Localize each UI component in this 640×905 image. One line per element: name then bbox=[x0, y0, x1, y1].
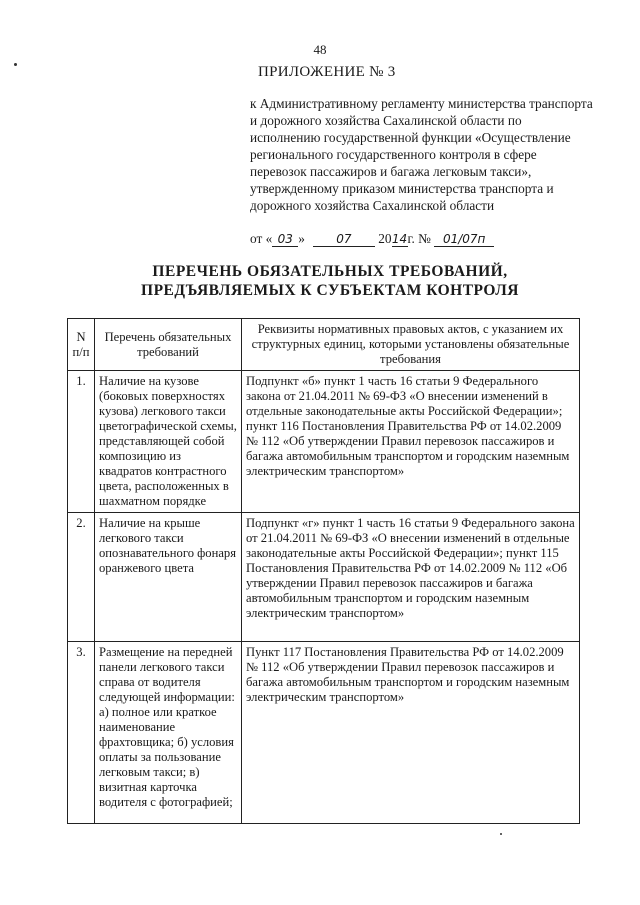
list-title bbox=[0, 262, 640, 300]
page-number: 48 bbox=[313, 42, 327, 57]
row-number: 3. bbox=[68, 642, 95, 824]
order-quote-close: » bbox=[298, 231, 305, 246]
order-day: 03 bbox=[272, 232, 298, 247]
list-title-line1: ПЕРЕЧЕНЬ ОБЯЗАТЕЛЬНЫХ ТРЕБОВАНИЙ, bbox=[152, 263, 508, 280]
header-legal-acts: Реквизиты нормативных правовых актов, с указанием их структурных единиц, которыми установлены обязательные требования bbox=[242, 319, 580, 371]
legal-acts-cell: Пункт 117 Постановления Правительства РФ от 14.02.2009 № 112 «Об утверждении Правил перевозок пассажиров и багажа автомобильным транспортом и городским наземным электрическим транспортом» bbox=[242, 642, 580, 824]
table-header-row bbox=[68, 319, 580, 371]
header-requirements: Перечень обязательных требований bbox=[95, 319, 242, 371]
order-prefix: от « bbox=[250, 231, 273, 246]
order-month: 07 bbox=[313, 232, 375, 247]
legal-acts-cell: Подпункт «г» пункт 1 часть 16 статьи 9 Федерального закона от 21.04.2011 № 69-ФЗ «О внесении изменений в отдельные законодательные акты Российской Федерации»; пункт 115 Постановления Правительства РФ от 14.02.2009 № 112 «Об утверждении Правил перевозок пассажиров и багажа автомобильным транспортом и городским наземным электрическим транспортом» bbox=[242, 513, 580, 642]
table-row bbox=[68, 513, 580, 642]
requirements-table bbox=[67, 318, 580, 824]
order-year-suffix: 14 bbox=[391, 232, 408, 246]
list-title-line2: ПРЕДЪЯВЛЯЕМЫХ К СУБЪЕКТАМ КОНТРОЛЯ bbox=[141, 282, 519, 299]
order-year-prefix: 20 bbox=[378, 231, 392, 246]
table-row bbox=[68, 642, 580, 824]
appendix-title: ПРИЛОЖЕНИЕ № 3 bbox=[258, 64, 396, 80]
table-row bbox=[68, 371, 580, 513]
order-year-word: г. № bbox=[407, 231, 431, 246]
row-number: 2. bbox=[68, 513, 95, 642]
order-number: 01/07п bbox=[434, 232, 494, 247]
appendix-text: к Административному регламенту министерства транспорта и дорожного хозяйства Сахалинской области по исполнению государственной функции «Осуществление регионального государственного контроля в сфере перевозок пассажиров и багажа легковым такси», утвержденному приказом министерства транспорта и дорожного хозяйства Сахалинской области bbox=[250, 96, 593, 213]
order-line bbox=[250, 231, 494, 247]
requirement-cell: Наличие на кузове (боковых поверхностях кузова) легкового такси цветографической схемы, представляющей собой композицию из квадратов контрастного цвета, расположенных в шахматном порядке bbox=[95, 371, 242, 513]
requirement-cell: Размещение на передней панели легкового такси справа от водителя следующей информации: а) полное или краткое наименование фрахтовщика; б) условия оплаты за пользование легковым такси; в) визитная карточка водителя с фотографией; bbox=[95, 642, 242, 824]
scan-speck bbox=[14, 63, 17, 66]
legal-acts-cell: Подпункт «б» пункт 1 часть 16 статьи 9 Федерального закона от 21.04.2011 № 69-ФЗ «О внесении изменений в отдельные законодательные акты Российской Федерации»; пункт 116 Постановления Правительства РФ от 14.02.2009 № 112 «Об утверждении Правил перевозок пассажиров и багажа автомобильным транспортом и городским наземным электрическим транспортом» bbox=[242, 371, 580, 513]
header-number: N п/п bbox=[68, 319, 95, 371]
row-number: 1. bbox=[68, 371, 95, 513]
scan-speck bbox=[500, 833, 502, 835]
requirement-cell: Наличие на крыше легкового такси опознавательного фонаря оранжевого цвета bbox=[95, 513, 242, 642]
